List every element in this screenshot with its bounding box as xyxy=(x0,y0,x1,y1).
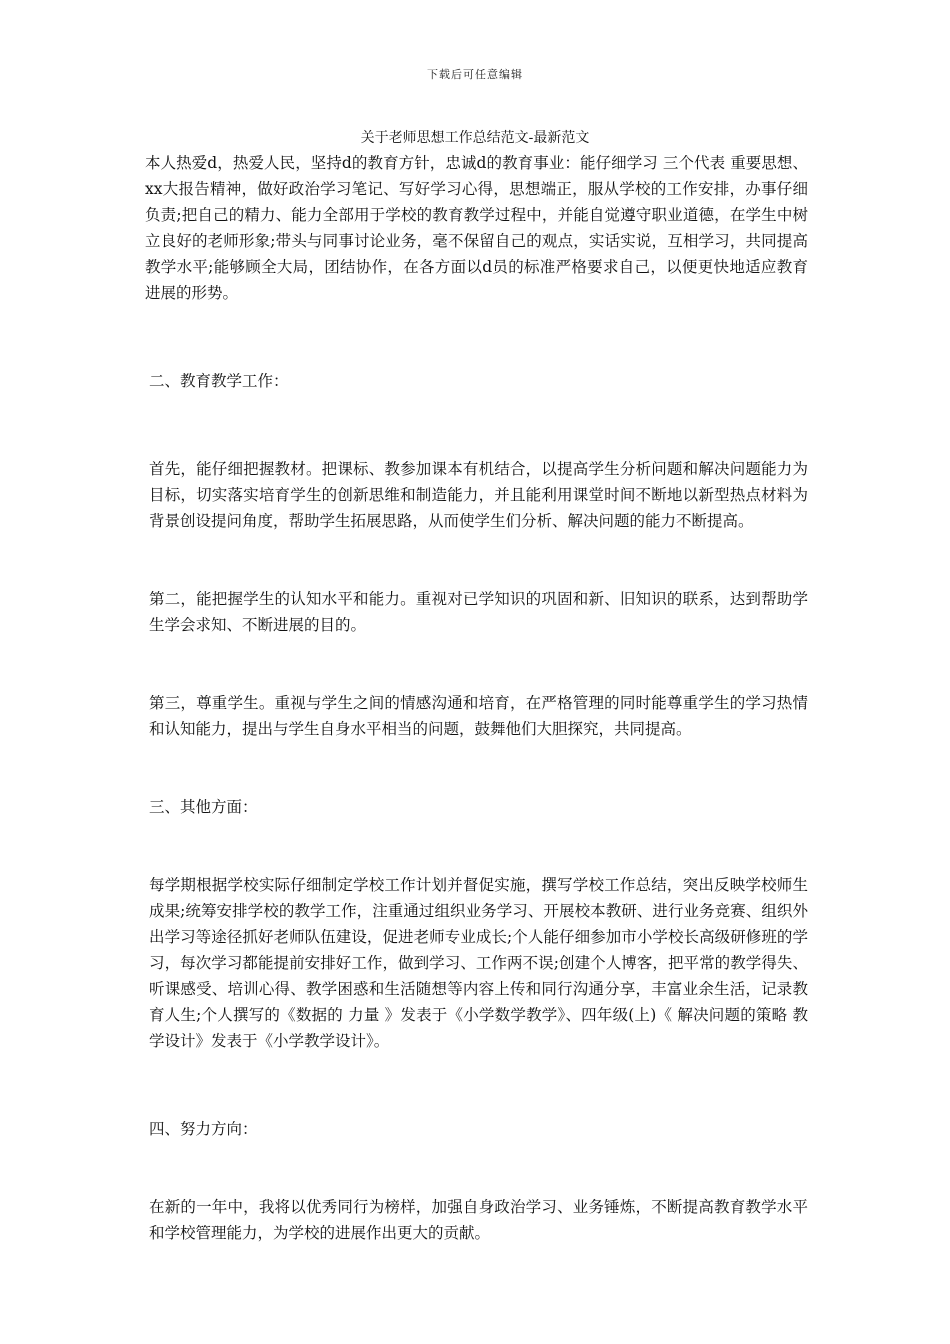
paragraph-direction: 在新的一年中，我将以优秀同行为榜样，加强自身政治学习、业务锤炼，不断提高教育教学水平和学校管理能力，为学校的进展作出更大的贡献。 xyxy=(149,1198,808,1242)
paragraph-other: 每学期根据学校实际仔细制定学校工作计划并督促实施，撰写学校工作总结，突出反映学校师生成果;统筹安排学校的教学工作，注重通过组织业务学习、开展校本教研、进行业务竞赛、组织外出学习等途径抓好老师队伍建设，促进老师专业成长;个人能仔细参加市小学校长高级研修班的学习，每次学习都能提前安排好工作，做到学习、工作两不误;创建个人博客，把平常的教学得失、听课感受、培训心得、教学困惑和生活随想等内容上传和同行沟通分享，丰富业余生活，记录教育人生;个人撰写的《数据的 力量 》发表于《小学数学教学》、四年级(上)《 解决问题的策略 教学设计》发表于《小学教学设计》。 xyxy=(149,876,808,1050)
document-title: 关于老师思想工作总结范文-最新范文 xyxy=(360,130,590,146)
spacer xyxy=(145,638,808,690)
spacer xyxy=(145,1054,808,1116)
document-body xyxy=(145,150,808,1246)
section-heading-teaching: 二、教育教学工作： xyxy=(149,372,289,390)
header-note: 下载后可任意编辑 xyxy=(427,68,523,81)
spacer xyxy=(145,742,808,794)
paragraph-third: 第三，尊重学生。重视与学生之间的情感沟通和培育，在严格管理的同时能尊重学生的学习热情和认知能力，提出与学生自身水平相当的问题，鼓舞他们大胆探究，共同提高。 xyxy=(149,694,808,738)
paragraph-intro: 本人热爱d，热爱人民，坚持d的教育方针，忠诚d的教育事业：能仔细学习 三个代表 重要思想、xx大报告精神，做好政治学习笔记、写好学习心得，思想端正，服从学校的工作安排，办事仔细负责;把自己的精力、能力全部用于学校的教育教学过程中，并能自觉遵守职业道德，在学生中树立良好的老师形象;带头与同事讨论业务，毫不保留自己的观点，实话实说，互相学习，共同提高教学水平;能够顾全大局，团结协作，在各方面以d员的标准严格要求自己，以便更快地适应教育进展的形势。 xyxy=(145,154,808,302)
section-heading-other: 三、其他方面： xyxy=(149,798,258,816)
paragraph-first: 首先，能仔细把握教材。把课标、教参加课本有机结合，以提高学生分析问题和解决问题能力为目标，切实落实培育学生的创新思维和制造能力，并且能利用课堂时间不断地以新型热点材料为背景创设提问角度，帮助学生拓展思路，从而使学生们分析、解决问题的能力不断提高。 xyxy=(149,460,808,530)
spacer xyxy=(145,306,808,368)
spacer xyxy=(145,820,808,872)
spacer xyxy=(145,534,808,586)
section-heading-direction: 四、努力方向： xyxy=(149,1120,258,1138)
spacer xyxy=(145,394,808,456)
paragraph-second: 第二，能把握学生的认知水平和能力。重视对已学知识的巩固和新、旧知识的联系，达到帮助学生学会求知、不断进展的目的。 xyxy=(149,590,808,634)
spacer xyxy=(145,1142,808,1194)
